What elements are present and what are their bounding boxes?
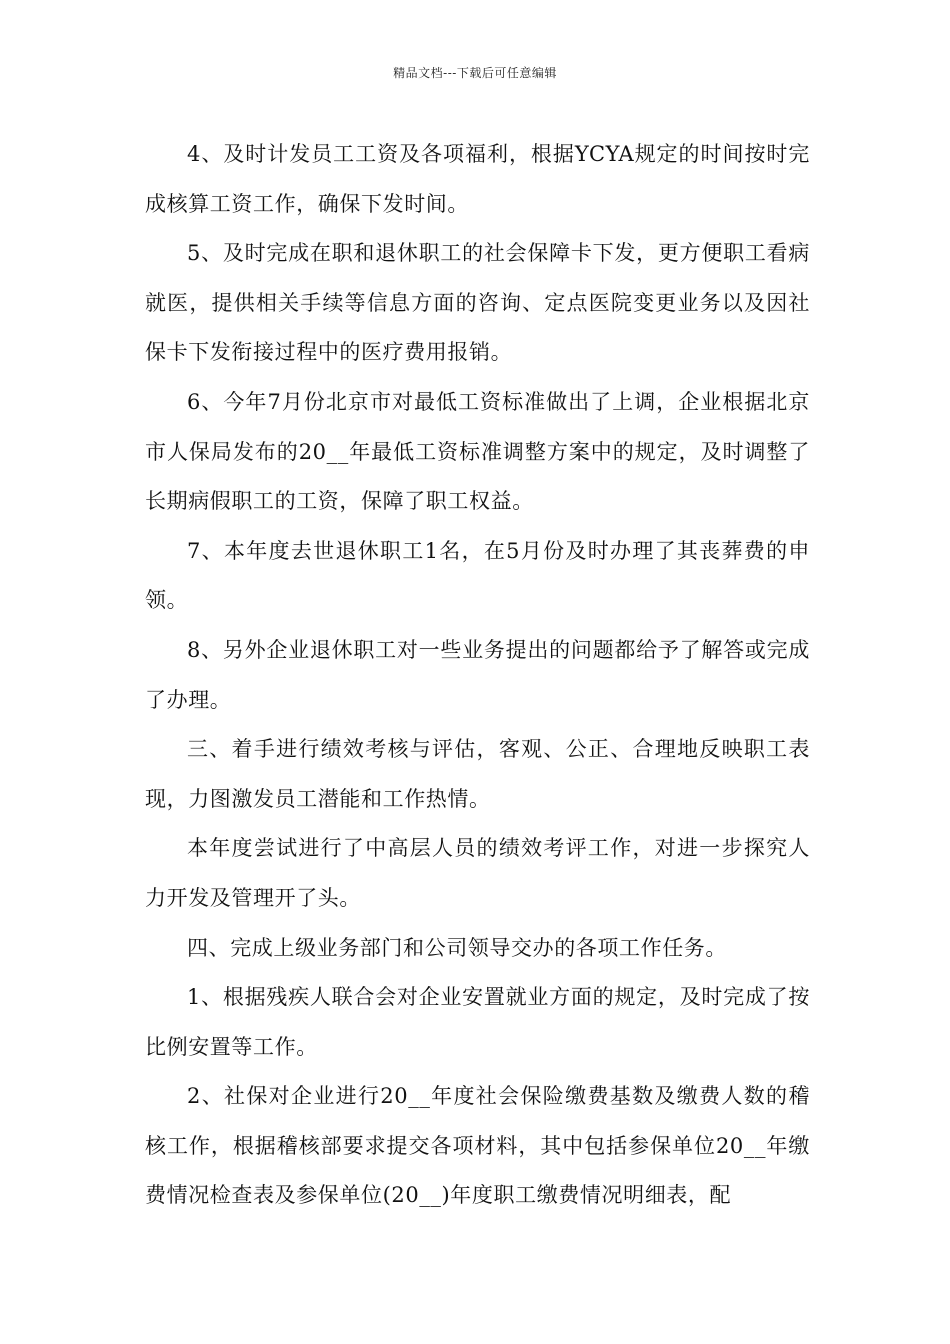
paragraph-item-7: 7、本年度去世退休职工1名，在5月份及时办理了其丧葬费的申领。 <box>145 538 810 613</box>
paragraph-item-8: 8、另外企业退休职工对一些业务提出的问题都给予了解答或完成了办理。 <box>145 637 810 712</box>
document-body <box>145 130 810 1221</box>
section-heading-3: 三、着手进行绩效考核与评估，客观、公正、合理地反映职工表现，力图激发员工潜能和工作热情。 <box>145 737 810 811</box>
paragraph-performance: 本年度尝试进行了中高层人员的绩效考评工作，对进一步探究人力开发及管理开了头。 <box>145 836 810 910</box>
paragraph-item-5: 5、及时完成在职和退休职工的社会保障卡下发，更方便职工看病就医，提供相关手续等信息方面的咨询、定点医院变更业务以及因社保卡下发衔接过程中的医疗费用报销。 <box>145 241 810 365</box>
paragraph-item-6: 6、今年7月份北京市对最低工资标准做出了上调，企业根据北京市人保局发布的20__年最低工资标准调整方案中的规定，及时调整了长期病假职工的工资，保障了职工权益。 <box>145 389 810 514</box>
section-heading-4: 四、完成上级业务部门和公司领导交办的各项工作任务。 <box>187 935 727 960</box>
paragraph-item-2: 2、社保对企业进行20__年度社会保险缴费基数及缴费人数的稽核工作，根据稽核部要求提交各项材料，其中包括参保单位20__年缴费情况检查表及参保单位(20__)年度职工缴费情况明细表，配 <box>145 1084 810 1208</box>
paragraph-item-1: 1、根据残疾人联合会对企业安置就业方面的规定，及时完成了按比例安置等工作。 <box>145 985 810 1059</box>
paragraph-item-4: 4、及时计发员工工资及各项福利，根据YCYA规定的时间按时完成核算工资工作，确保下发时间。 <box>145 142 810 216</box>
page-header: 精品文档---下载后可任意编辑 <box>393 66 557 80</box>
